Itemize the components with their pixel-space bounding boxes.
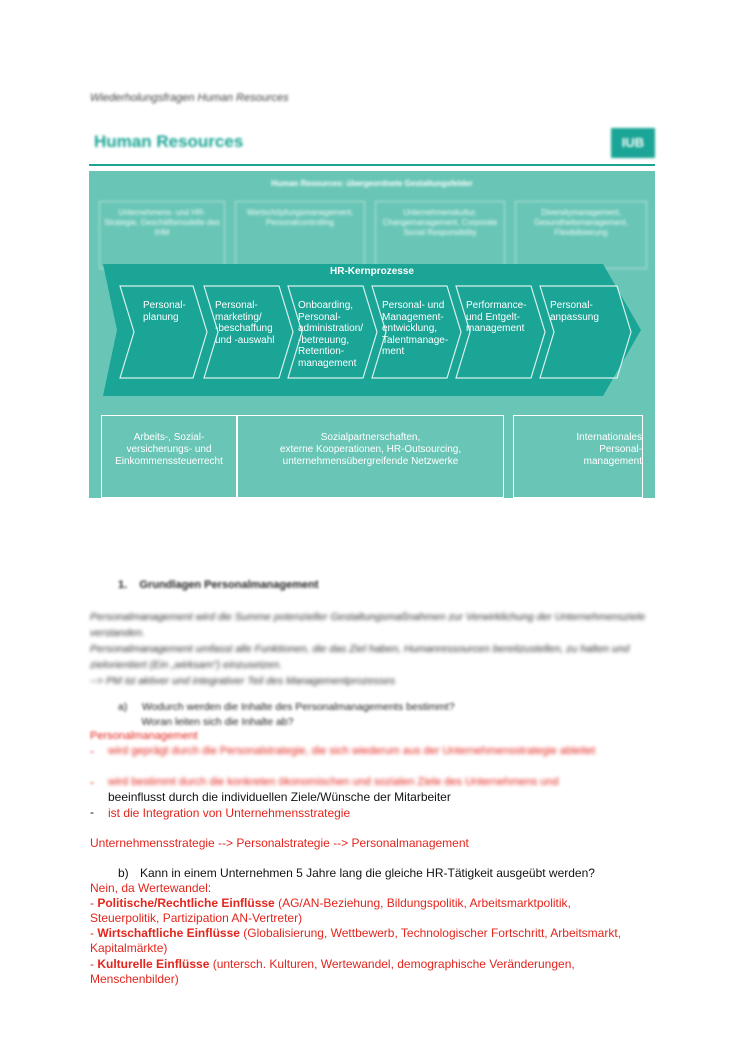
section-heading: 1. Grundlagen Personalmanagement (118, 579, 319, 591)
top-box-value-creation: Wertschöpfungsmanagement, Personalcontrolling (235, 201, 365, 269)
answer-b-item-cultural-bold: Kulturelle Einflüsse (97, 957, 210, 971)
answer-a-bullet-2: wird bestimmt durch die konkreten ökonomischen und sozialen Ziele des Unternehmens und (108, 776, 559, 788)
answer-b-item-cultural-cont: Menschenbilder) (90, 972, 179, 986)
process-step-6: Personal- anpassung (550, 300, 599, 323)
slide-title: Human Resources (94, 132, 244, 151)
answer-a-bullet-3: ist die Integration von Unternehmensstrategie (108, 806, 351, 820)
answer-a-bullet-2-marker: - (90, 775, 94, 789)
hr-framework-panel (89, 171, 655, 498)
answer-b-item-political-cont: Steuerpolitik, Partizipation AN-Vertreter) (90, 911, 303, 925)
answer-b-item-economic-rest: (Globalisierung, Wettbewerb, Technologischer Fortschritt, Arbeitsmarkt, (239, 926, 621, 940)
bottom-box-law: Arbeits-, Sozial- versicherungs- und Einkommenssteuerrecht (101, 415, 237, 498)
university-logo: IUB (611, 128, 655, 158)
question-b-text: Kann in einem Unternehmen 5 Jahre lang die gleiche HR-Tätigkeit ausgeübt werden? (140, 866, 595, 880)
answer-a-bullet-3-marker: - (90, 805, 94, 819)
core-process-title: HR-Kernprozesse (330, 266, 414, 277)
question-a: a) Wodurch werden die Inhalte des Personalmanagements bestimmt? Woran leiten sich die Inhalte ab? (118, 701, 455, 728)
answer-b-item-political-bold: Politische/Rechtliche Einflüsse (97, 896, 275, 910)
answer-b-item-political-rest: (AG/AN-Beziehung, Bildungspolitik, Arbeitsmarktpolitik, (274, 896, 571, 910)
process-step-3: Onboarding, Personal- administration/ -betreuung, Retention- management (298, 300, 364, 369)
bottom-box-international: Internationales Personal- management (513, 415, 643, 498)
top-box-diversity: Diversitymanagement, Gesundheitsmanagement, Flexibilisierung (515, 201, 647, 269)
top-box-culture: Unternehmenskultur, Changemanagement, Corporate Social Responsibility (375, 201, 505, 269)
process-step-4: Personal- und Management- entwicklung, Talentmanage- ment (382, 300, 449, 357)
definition-paragraph: Personalmanagement wird die Summe potenzieller Gestaltungsmaßnahmen zur Verwirklichung der Unternehmensziele verstanden. Personalmanagement umfasst alle Funktionen, die das Ziel haben, Humanressourcen bereitzustellen, zu halten und zielorientiert (Ein „wirksam“) einzusetzen. --> PM ist aktiver und integrativer Teil des Managementprozesses (90, 611, 646, 687)
answer-b-item-political: - Politische/Rechtliche Einflüsse (AG/AN-Beziehung, Bildungspolitik, Arbeitsmarktpolitik, (90, 896, 571, 910)
bottom-box-partnerships: Sozialpartnerschaften, externe Kooperationen, HR-Outsourcing, unternehmensübergreifende Netzwerke (237, 415, 504, 498)
answer-a-visible-line: beeinflusst durch die individuellen Ziele/Wünsche der Mitarbeiter (108, 790, 451, 804)
panel-heading: Human Resources: übergeordnete Gestaltungsfelder (271, 179, 473, 188)
answer-b-item-cultural: - Kulturelle Einflüsse (untersch. Kulturen, Wertewandel, demographische Veränderungen, (90, 957, 575, 971)
answer-a-bullet-1: wird geprägt durch die Personalstrategie, die sich wiederum aus der Unternehmensstrategie ableitet (108, 745, 596, 757)
process-step-1: Personal- planung (143, 300, 186, 323)
answer-b-item-economic-cont: Kapitalmärkte) (90, 941, 168, 955)
process-step-5: Performance- und Entgelt- management (466, 300, 527, 334)
answer-a-label: Personalmanagement (90, 730, 198, 742)
answer-b-item-economic: - Wirtschaftliche Einflüsse (Globalisierung, Wettbewerb, Technologischer Fortschritt, Arbeitsmarkt, (90, 926, 621, 940)
answer-b-item-cultural-rest: (untersch. Kulturen, Wertewandel, demographische Veränderungen, (209, 957, 575, 971)
question-b-marker: b) (118, 866, 129, 880)
process-step-2: Personal- marketing/ -beschaffung und -auswahl (215, 300, 275, 346)
answer-a-bullet-1-marker: - (90, 744, 94, 758)
answer-b-intro: Nein, da Wertewandel: (90, 881, 212, 895)
core-process-band (103, 264, 641, 396)
document-header: Wiederholungsfragen Human Resources (90, 92, 289, 104)
slide-title-rule (89, 164, 655, 166)
top-box-strategy: Unternehmens- und HR-Strategie, Geschäftsmodelle des IHM (99, 201, 225, 269)
strategy-flow: Unternehmensstrategie --> Personalstrategie --> Personalmanagement (90, 836, 469, 850)
hr-slide-figure (89, 128, 655, 498)
answer-b-item-economic-bold: Wirtschaftliche Einflüsse (97, 926, 240, 940)
